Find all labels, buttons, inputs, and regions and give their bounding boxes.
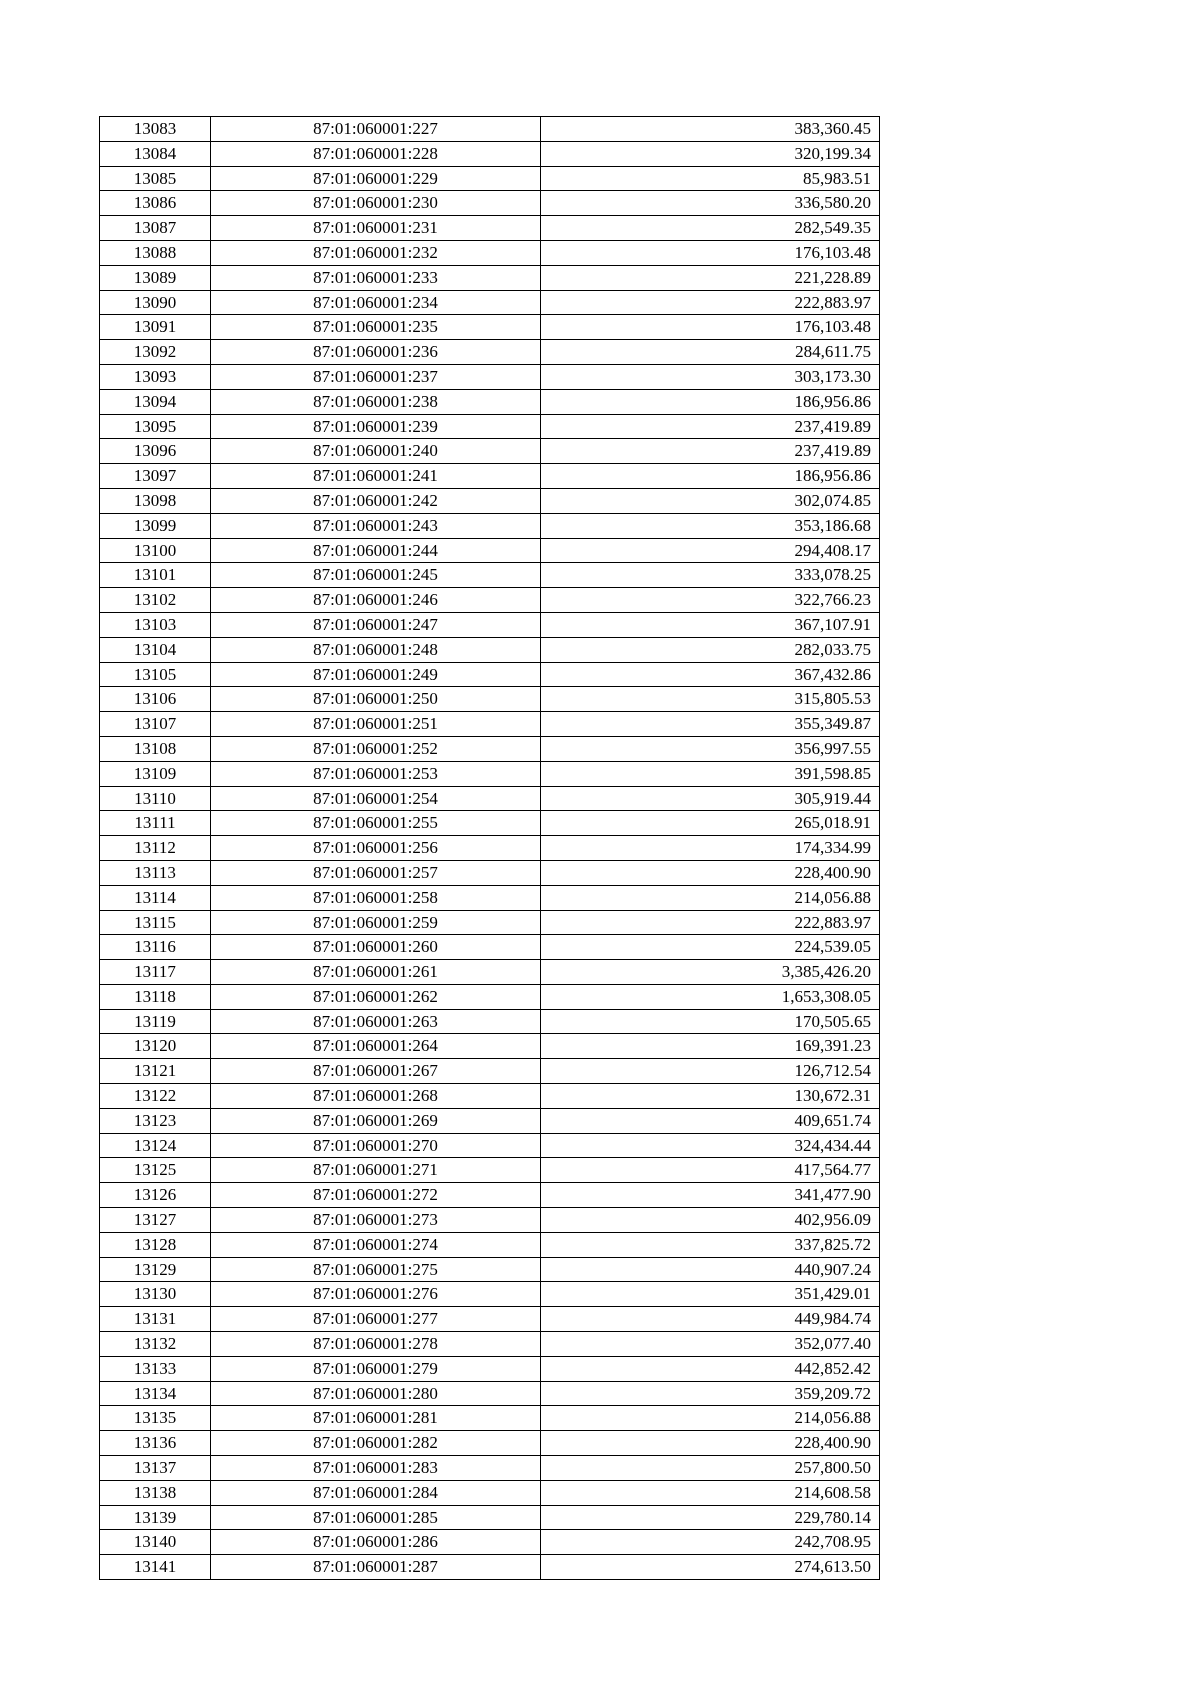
table-row — [100, 1480, 880, 1505]
row-number-cell: 13090 — [100, 290, 211, 315]
cadastral-value-cell: 383,360.45 — [541, 117, 880, 142]
table-row — [100, 736, 880, 761]
row-number-cell: 13139 — [100, 1505, 211, 1530]
cadastral-value-cell: 176,103.48 — [541, 240, 880, 265]
cadastral-number-cell: 87:01:060001:260 — [211, 935, 541, 960]
table-row — [100, 687, 880, 712]
table-row — [100, 637, 880, 662]
table-row — [100, 315, 880, 340]
table-body — [100, 117, 880, 1580]
row-number-cell: 13098 — [100, 488, 211, 513]
table-row — [100, 117, 880, 142]
cadastral-number-cell: 87:01:060001:263 — [211, 1009, 541, 1034]
table-row — [100, 1505, 880, 1530]
cadastral-number-cell: 87:01:060001:270 — [211, 1133, 541, 1158]
cadastral-value-cell: 176,103.48 — [541, 315, 880, 340]
cadastral-value-cell: 222,883.97 — [541, 290, 880, 315]
cadastral-value-cell: 186,956.86 — [541, 389, 880, 414]
cadastral-value-cell: 305,919.44 — [541, 786, 880, 811]
cadastral-number-cell: 87:01:060001:267 — [211, 1059, 541, 1084]
cadastral-number-cell: 87:01:060001:242 — [211, 488, 541, 513]
table-row — [100, 563, 880, 588]
row-number-cell: 13122 — [100, 1084, 211, 1109]
row-number-cell: 13094 — [100, 389, 211, 414]
table-row — [100, 910, 880, 935]
cadastral-number-cell: 87:01:060001:278 — [211, 1332, 541, 1357]
row-number-cell: 13115 — [100, 910, 211, 935]
cadastral-number-cell: 87:01:060001:264 — [211, 1034, 541, 1059]
cadastral-value-cell: 237,419.89 — [541, 414, 880, 439]
table-row — [100, 488, 880, 513]
cadastral-number-cell: 87:01:060001:286 — [211, 1530, 541, 1555]
row-number-cell: 13113 — [100, 860, 211, 885]
cadastral-value-cell: 169,391.23 — [541, 1034, 880, 1059]
cadastral-number-cell: 87:01:060001:269 — [211, 1108, 541, 1133]
table-row — [100, 1208, 880, 1233]
table-row — [100, 935, 880, 960]
table-row — [100, 960, 880, 985]
cadastral-number-cell: 87:01:060001:272 — [211, 1183, 541, 1208]
table-row — [100, 1381, 880, 1406]
table-row — [100, 1059, 880, 1084]
table-row — [100, 1257, 880, 1282]
table-row — [100, 612, 880, 637]
cadastral-value-cell: 257,800.50 — [541, 1456, 880, 1481]
cadastral-value-cell: 355,349.87 — [541, 712, 880, 737]
cadastral-value-cell: 130,672.31 — [541, 1084, 880, 1109]
table-row — [100, 1282, 880, 1307]
row-number-cell: 13101 — [100, 563, 211, 588]
cadastral-value-cell: 341,477.90 — [541, 1183, 880, 1208]
cadastral-number-cell: 87:01:060001:258 — [211, 885, 541, 910]
cadastral-number-cell: 87:01:060001:280 — [211, 1381, 541, 1406]
cadastral-value-cell: 85,983.51 — [541, 166, 880, 191]
row-number-cell: 13103 — [100, 612, 211, 637]
cadastral-number-cell: 87:01:060001:262 — [211, 984, 541, 1009]
cadastral-value-cell: 324,434.44 — [541, 1133, 880, 1158]
cadastral-number-cell: 87:01:060001:227 — [211, 117, 541, 142]
cadastral-value-cell: 228,400.90 — [541, 860, 880, 885]
cadastral-number-cell: 87:01:060001:244 — [211, 538, 541, 563]
row-number-cell: 13121 — [100, 1059, 211, 1084]
cadastral-value-cell: 352,077.40 — [541, 1332, 880, 1357]
cadastral-number-cell: 87:01:060001:252 — [211, 736, 541, 761]
cadastral-number-cell: 87:01:060001:231 — [211, 216, 541, 241]
row-number-cell: 13126 — [100, 1183, 211, 1208]
cadastral-value-cell: 367,432.86 — [541, 662, 880, 687]
row-number-cell: 13102 — [100, 588, 211, 613]
cadastral-value-cell: 3,385,426.20 — [541, 960, 880, 985]
cadastral-value-cell: 224,539.05 — [541, 935, 880, 960]
table-row — [100, 1332, 880, 1357]
table-row — [100, 588, 880, 613]
table-row — [100, 240, 880, 265]
cadastral-number-cell: 87:01:060001:228 — [211, 141, 541, 166]
row-number-cell: 13127 — [100, 1208, 211, 1233]
table-row — [100, 1183, 880, 1208]
cadastral-value-cell: 333,078.25 — [541, 563, 880, 588]
cadastral-number-cell: 87:01:060001:273 — [211, 1208, 541, 1233]
cadastral-number-cell: 87:01:060001:259 — [211, 910, 541, 935]
cadastral-number-cell: 87:01:060001:241 — [211, 464, 541, 489]
table-row — [100, 216, 880, 241]
row-number-cell: 13096 — [100, 439, 211, 464]
row-number-cell: 13084 — [100, 141, 211, 166]
table-row — [100, 364, 880, 389]
table-row — [100, 538, 880, 563]
cadastral-number-cell: 87:01:060001:234 — [211, 290, 541, 315]
row-number-cell: 13120 — [100, 1034, 211, 1059]
cadastral-value-cell: 302,074.85 — [541, 488, 880, 513]
cadastral-value-cell: 174,334.99 — [541, 836, 880, 861]
row-number-cell: 13123 — [100, 1108, 211, 1133]
cadastral-number-cell: 87:01:060001:254 — [211, 786, 541, 811]
cadastral-number-cell: 87:01:060001:274 — [211, 1232, 541, 1257]
table-row — [100, 984, 880, 1009]
cadastral-number-cell: 87:01:060001:275 — [211, 1257, 541, 1282]
cadastral-value-cell: 265,018.91 — [541, 811, 880, 836]
table-row — [100, 439, 880, 464]
cadastral-number-cell: 87:01:060001:232 — [211, 240, 541, 265]
table-row — [100, 340, 880, 365]
table-row — [100, 1431, 880, 1456]
cadastral-number-cell: 87:01:060001:237 — [211, 364, 541, 389]
cadastral-value-cell: 351,429.01 — [541, 1282, 880, 1307]
table-row — [100, 513, 880, 538]
cadastral-value-cell: 126,712.54 — [541, 1059, 880, 1084]
row-number-cell: 13117 — [100, 960, 211, 985]
row-number-cell: 13107 — [100, 712, 211, 737]
table-row — [100, 836, 880, 861]
row-number-cell: 13083 — [100, 117, 211, 142]
row-number-cell: 13100 — [100, 538, 211, 563]
cadastral-number-cell: 87:01:060001:255 — [211, 811, 541, 836]
table-row — [100, 1108, 880, 1133]
row-number-cell: 13116 — [100, 935, 211, 960]
row-number-cell: 13130 — [100, 1282, 211, 1307]
cadastral-value-cell: 337,825.72 — [541, 1232, 880, 1257]
cadastral-value-cell: 294,408.17 — [541, 538, 880, 563]
row-number-cell: 13111 — [100, 811, 211, 836]
cadastral-number-cell: 87:01:060001:283 — [211, 1456, 541, 1481]
row-number-cell: 13110 — [100, 786, 211, 811]
cadastral-value-cell: 214,608.58 — [541, 1480, 880, 1505]
cadastral-value-cell: 442,852.42 — [541, 1356, 880, 1381]
cadastral-number-cell: 87:01:060001:229 — [211, 166, 541, 191]
table-row — [100, 786, 880, 811]
row-number-cell: 13089 — [100, 265, 211, 290]
cadastral-value-cell: 359,209.72 — [541, 1381, 880, 1406]
row-number-cell: 13088 — [100, 240, 211, 265]
row-number-cell: 13125 — [100, 1158, 211, 1183]
cadastral-number-cell: 87:01:060001:271 — [211, 1158, 541, 1183]
cadastral-value-cell: 214,056.88 — [541, 1406, 880, 1431]
cadastral-number-cell: 87:01:060001:256 — [211, 836, 541, 861]
row-number-cell: 13119 — [100, 1009, 211, 1034]
cadastral-number-cell: 87:01:060001:250 — [211, 687, 541, 712]
cadastral-number-cell: 87:01:060001:233 — [211, 265, 541, 290]
row-number-cell: 13134 — [100, 1381, 211, 1406]
cadastral-number-cell: 87:01:060001:235 — [211, 315, 541, 340]
cadastral-value-cell: 186,956.86 — [541, 464, 880, 489]
cadastral-number-cell: 87:01:060001:253 — [211, 761, 541, 786]
table-row — [100, 1406, 880, 1431]
table-row — [100, 389, 880, 414]
row-number-cell: 13109 — [100, 761, 211, 786]
cadastral-number-cell: 87:01:060001:230 — [211, 191, 541, 216]
cadastral-number-cell: 87:01:060001:247 — [211, 612, 541, 637]
row-number-cell: 13091 — [100, 315, 211, 340]
cadastral-value-cell: 282,549.35 — [541, 216, 880, 241]
cadastral-value-cell: 274,613.50 — [541, 1555, 880, 1580]
cadastral-value-cell: 315,805.53 — [541, 687, 880, 712]
cadastral-number-cell: 87:01:060001:281 — [211, 1406, 541, 1431]
table-row — [100, 811, 880, 836]
row-number-cell: 13129 — [100, 1257, 211, 1282]
table-row — [100, 1307, 880, 1332]
table-row — [100, 761, 880, 786]
row-number-cell: 13131 — [100, 1307, 211, 1332]
cadastral-number-cell: 87:01:060001:239 — [211, 414, 541, 439]
table-row — [100, 662, 880, 687]
cadastral-value-cell: 417,564.77 — [541, 1158, 880, 1183]
table-row — [100, 860, 880, 885]
row-number-cell: 13118 — [100, 984, 211, 1009]
table-row — [100, 1084, 880, 1109]
cadastral-value-cell: 402,956.09 — [541, 1208, 880, 1233]
row-number-cell: 13132 — [100, 1332, 211, 1357]
table-row — [100, 1232, 880, 1257]
cadastral-number-cell: 87:01:060001:284 — [211, 1480, 541, 1505]
row-number-cell: 13092 — [100, 340, 211, 365]
cadastral-number-cell: 87:01:060001:287 — [211, 1555, 541, 1580]
table-row — [100, 265, 880, 290]
cadastral-number-cell: 87:01:060001:243 — [211, 513, 541, 538]
table-row — [100, 166, 880, 191]
cadastral-number-cell: 87:01:060001:261 — [211, 960, 541, 985]
cadastral-value-cell: 229,780.14 — [541, 1505, 880, 1530]
cadastral-value-cell: 1,653,308.05 — [541, 984, 880, 1009]
cadastral-value-cell: 391,598.85 — [541, 761, 880, 786]
row-number-cell: 13085 — [100, 166, 211, 191]
table-row — [100, 464, 880, 489]
row-number-cell: 13133 — [100, 1356, 211, 1381]
cadastral-number-cell: 87:01:060001:240 — [211, 439, 541, 464]
row-number-cell: 13114 — [100, 885, 211, 910]
table-row — [100, 1356, 880, 1381]
table-row — [100, 1530, 880, 1555]
cadastral-number-cell: 87:01:060001:251 — [211, 712, 541, 737]
row-number-cell: 13128 — [100, 1232, 211, 1257]
table-row — [100, 141, 880, 166]
cadastral-value-cell: 449,984.74 — [541, 1307, 880, 1332]
table-row — [100, 1009, 880, 1034]
cadastral-number-cell: 87:01:060001:257 — [211, 860, 541, 885]
cadastral-number-cell: 87:01:060001:277 — [211, 1307, 541, 1332]
row-number-cell: 13106 — [100, 687, 211, 712]
table-row — [100, 1133, 880, 1158]
row-number-cell: 13099 — [100, 513, 211, 538]
cadastral-number-cell: 87:01:060001:236 — [211, 340, 541, 365]
row-number-cell: 13137 — [100, 1456, 211, 1481]
cadastral-number-cell: 87:01:060001:282 — [211, 1431, 541, 1456]
row-number-cell: 13108 — [100, 736, 211, 761]
row-number-cell: 13105 — [100, 662, 211, 687]
cadastral-number-cell: 87:01:060001:245 — [211, 563, 541, 588]
cadastral-value-cell: 237,419.89 — [541, 439, 880, 464]
cadastral-value-cell: 356,997.55 — [541, 736, 880, 761]
row-number-cell: 13141 — [100, 1555, 211, 1580]
cadastral-value-cell: 282,033.75 — [541, 637, 880, 662]
table-row — [100, 191, 880, 216]
cadastral-value-cell: 221,228.89 — [541, 265, 880, 290]
cadastral-number-cell: 87:01:060001:279 — [211, 1356, 541, 1381]
row-number-cell: 13112 — [100, 836, 211, 861]
row-number-cell: 13140 — [100, 1530, 211, 1555]
cadastral-number-cell: 87:01:060001:276 — [211, 1282, 541, 1307]
cadastral-value-cell: 303,173.30 — [541, 364, 880, 389]
cadastral-number-cell: 87:01:060001:246 — [211, 588, 541, 613]
cadastral-number-cell: 87:01:060001:248 — [211, 637, 541, 662]
cadastral-value-cell: 336,580.20 — [541, 191, 880, 216]
row-number-cell: 13093 — [100, 364, 211, 389]
cadastral-number-cell: 87:01:060001:238 — [211, 389, 541, 414]
cadastral-value-cell: 242,708.95 — [541, 1530, 880, 1555]
cadastral-number-cell: 87:01:060001:285 — [211, 1505, 541, 1530]
cadastral-value-cell: 353,186.68 — [541, 513, 880, 538]
table-row — [100, 414, 880, 439]
cadastral-value-cell: 320,199.34 — [541, 141, 880, 166]
row-number-cell: 13124 — [100, 1133, 211, 1158]
row-number-cell: 13136 — [100, 1431, 211, 1456]
cadastral-number-cell: 87:01:060001:249 — [211, 662, 541, 687]
table-row — [100, 1158, 880, 1183]
cadastral-value-table — [99, 116, 880, 1580]
row-number-cell: 13095 — [100, 414, 211, 439]
cadastral-value-cell: 322,766.23 — [541, 588, 880, 613]
cadastral-value-cell: 367,107.91 — [541, 612, 880, 637]
cadastral-value-cell: 440,907.24 — [541, 1257, 880, 1282]
row-number-cell: 13097 — [100, 464, 211, 489]
cadastral-value-cell: 409,651.74 — [541, 1108, 880, 1133]
row-number-cell: 13087 — [100, 216, 211, 241]
row-number-cell: 13135 — [100, 1406, 211, 1431]
row-number-cell: 13086 — [100, 191, 211, 216]
table-row — [100, 885, 880, 910]
cadastral-number-cell: 87:01:060001:268 — [211, 1084, 541, 1109]
table-row — [100, 1034, 880, 1059]
table-row — [100, 712, 880, 737]
cadastral-value-cell: 222,883.97 — [541, 910, 880, 935]
row-number-cell: 13104 — [100, 637, 211, 662]
cadastral-value-cell: 228,400.90 — [541, 1431, 880, 1456]
row-number-cell: 13138 — [100, 1480, 211, 1505]
table-row — [100, 1456, 880, 1481]
table-row — [100, 290, 880, 315]
cadastral-value-cell: 214,056.88 — [541, 885, 880, 910]
cadastral-value-cell: 284,611.75 — [541, 340, 880, 365]
table-row — [100, 1555, 880, 1580]
cadastral-value-cell: 170,505.65 — [541, 1009, 880, 1034]
